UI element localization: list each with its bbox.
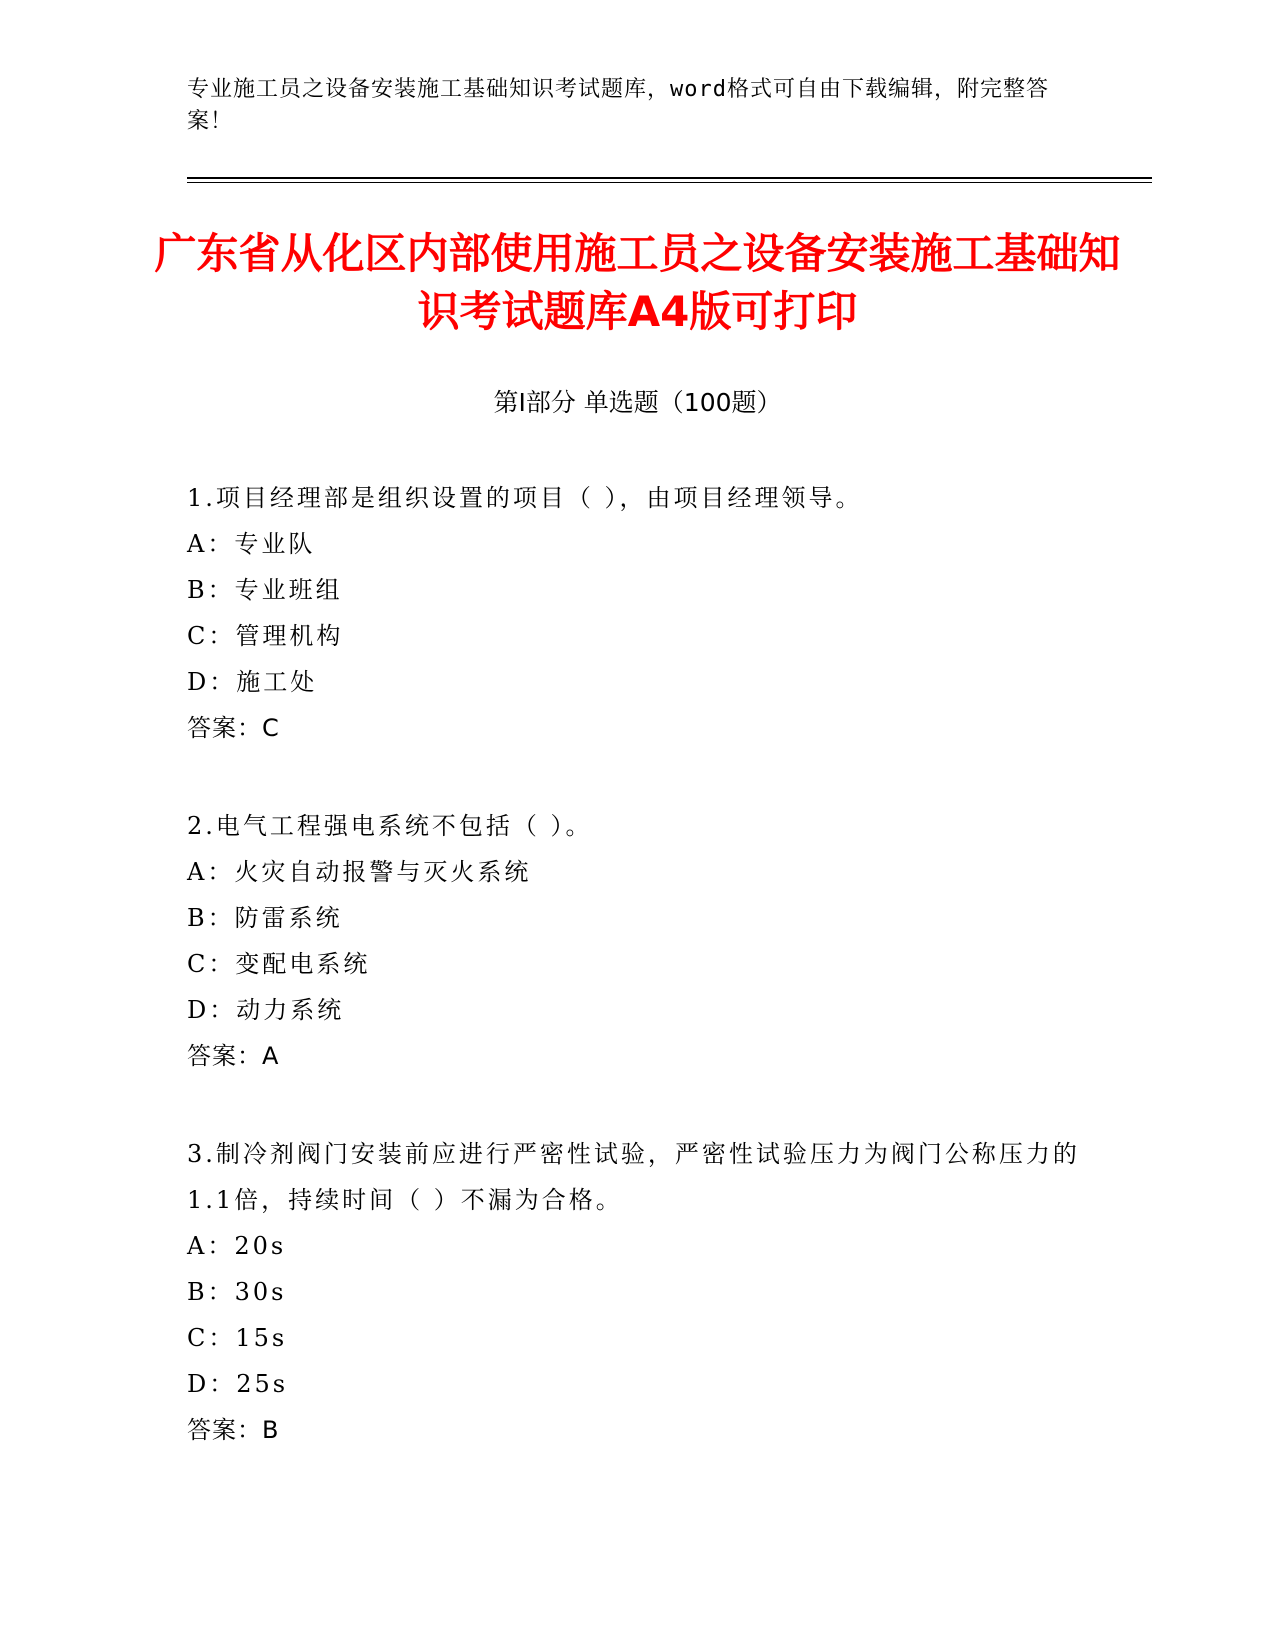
option-text: 15s [235,1324,288,1352]
option-key: A： [187,858,235,886]
option-text: 动力系统 [236,996,345,1024]
question-list [187,475,1087,1505]
question-3 [187,1131,1087,1453]
option-c [187,941,1087,987]
header-rule-thin [187,182,1152,183]
option-key: B： [187,576,235,604]
option-text: 施工处 [236,668,318,696]
option-text: 火灾自动报警与灭火系统 [234,858,532,886]
option-text: 防雷系统 [234,904,343,932]
question-stem: 1.项目经理部是组织设置的项目（ ），由项目经理领导。 [187,484,863,512]
document-title: 广东省从化区内部使用施工员之设备安装施工基础知识考试题库A4版可打印 [154,229,1121,336]
option-text: 专业队 [234,530,316,558]
option-b [187,1269,1087,1315]
option-b [187,895,1087,941]
option-key: D： [187,996,237,1024]
option-text: 25s [236,1370,289,1398]
question-2 [187,803,1087,1079]
option-text: 20s [234,1232,287,1260]
question-1 [187,475,1087,751]
answer-line: 答案：C [187,714,280,742]
question-stem: 2.电气工程强电系统不包括（ ）。 [187,812,593,840]
header-note: 专业施工员之设备安装施工基础知识考试题库，word格式可自由下载编辑，附完整答案！ [187,77,1049,134]
option-a [187,1223,1087,1269]
option-a [187,849,1087,895]
answer-line: 答案：B [187,1416,280,1444]
option-key: B： [187,1278,235,1306]
option-key: C： [187,950,236,978]
option-d [187,659,1087,705]
option-text: 变配电系统 [235,950,371,978]
question-stem: 3.制冷剂阀门安装前应进行严密性试验，严密性试验压力为阀门公称压力的1.1倍，持续时间（ ）不漏为合格。 [187,1140,1080,1214]
section-heading: 第I部分 单选题（100题） [493,388,782,417]
option-text: 专业班组 [234,576,343,604]
option-key: A： [187,1232,235,1260]
option-a [187,521,1087,567]
option-text: 管理机构 [235,622,344,650]
option-key: C： [187,1324,236,1352]
option-key: A： [187,530,235,558]
option-key: B： [187,904,235,932]
option-key: D： [187,1370,237,1398]
option-b [187,567,1087,613]
option-c [187,1315,1087,1361]
answer-line: 答案：A [187,1042,280,1070]
option-text: 30s [234,1278,287,1306]
header-rule-thick [187,177,1152,179]
option-d [187,1361,1087,1407]
option-key: C： [187,622,236,650]
option-key: D： [187,668,237,696]
option-c [187,613,1087,659]
option-d [187,987,1087,1033]
